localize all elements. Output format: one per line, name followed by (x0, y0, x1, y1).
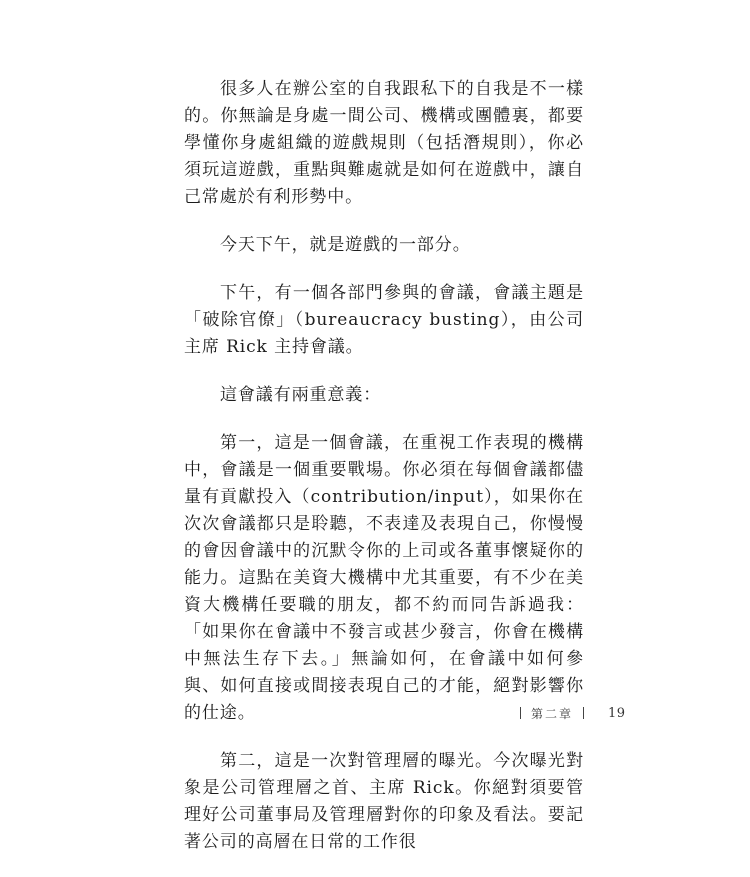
paragraph: 下午，有一個各部門參與的會議，會議主題是「破除官僚」（bureaucracy busting），由公司主席 Rick 主持會議。 (184, 283, 584, 357)
paragraph: 第一，這是一個會議，在重視工作表現的機構中，會議是一個重要戰場。你必須在每個會議都儘量有貢獻投入（contribution/input），如果你在次次會議都只是聆聽，不表達及表現自己，你慢慢的會因會議中的沉默令你的上司或各董事懷疑你的能力。這點在美資大機構中尤其重要，有不少在美資大機構任要職的朋友，都不約而同告訴過我：「如果你在會議中不發言或甚少發言，你會在機構中無法生存下去。」無論如何，在會議中如何參與、如何直接或間接表現自己的才能，絕對影響你的仕途。 (184, 433, 584, 723)
paragraph: 第二，這是一次對管理層的曝光。今次曝光對象是公司管理層之首、主席 Rick。你絕對須要管理好公司董事局及管理層對你的印象及看法。要記著公司的高層在日常的工作很 (184, 751, 584, 852)
paragraph: 很多人在辦公室的自我跟私下的自我是不一樣的。你無論是身處一間公司、機構或團體裏，都要學懂你身處組織的遊戲規則（包括潛規則），你必須玩這遊戲，重點與難處就是如何在遊戲中，讓自己常處於有利形勢中。 (184, 79, 584, 207)
paragraph: 這會議有兩重意義： (220, 385, 382, 405)
chapter-label: 第二章 (531, 706, 574, 721)
page-footer (510, 703, 626, 723)
divider (520, 707, 521, 719)
divider (583, 707, 584, 719)
page-number: 19 (608, 705, 626, 721)
body-text (184, 76, 584, 877)
paragraph: 今天下午，就是遊戲的一部分。 (220, 235, 471, 255)
